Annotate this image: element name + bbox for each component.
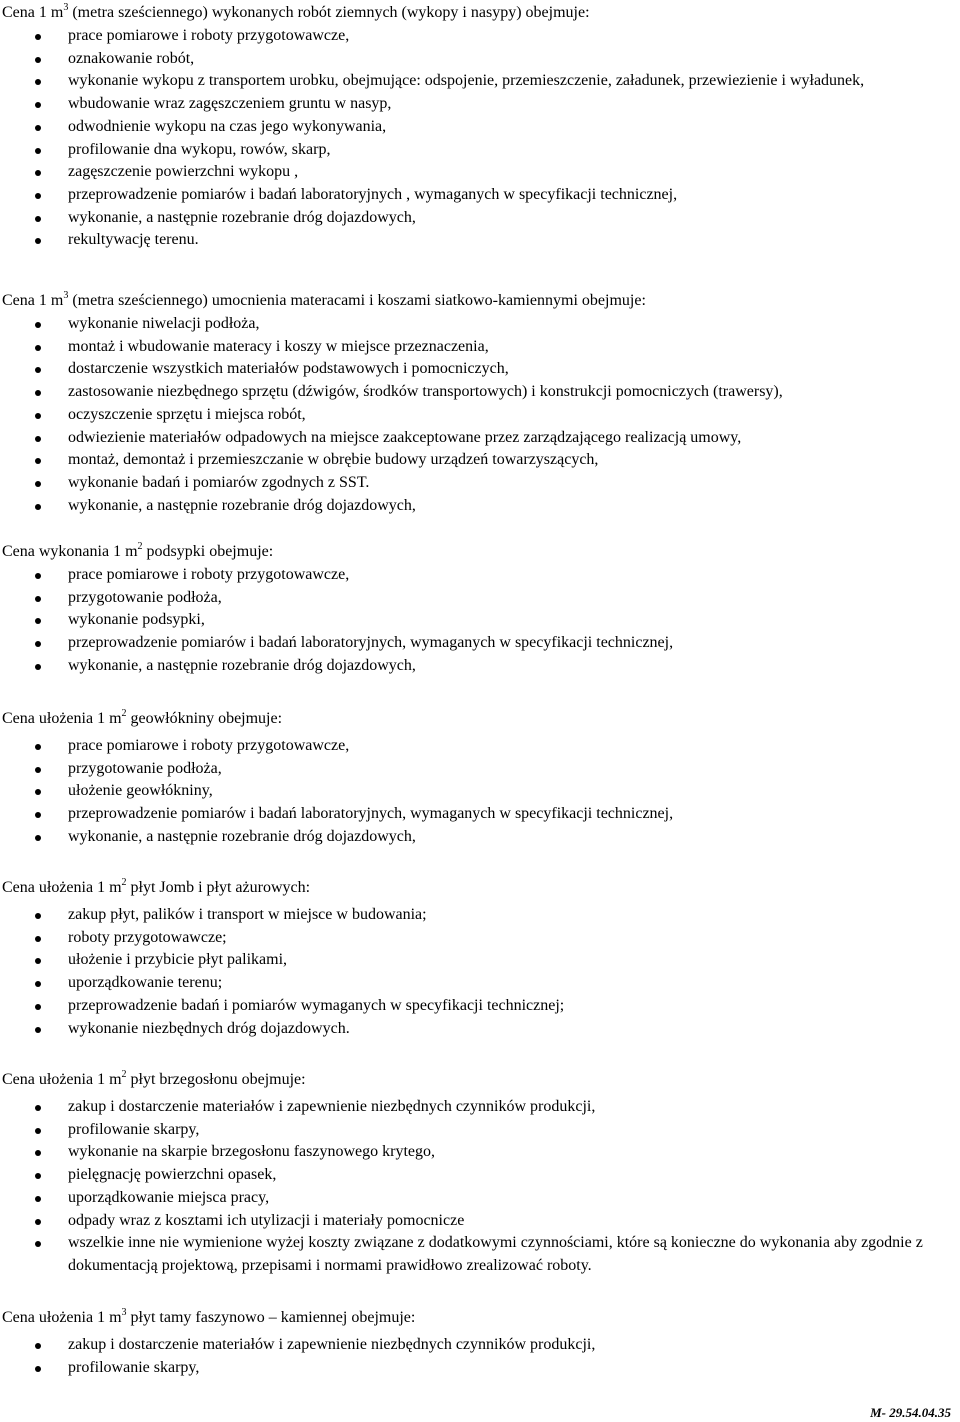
bullet-icon (35, 664, 41, 670)
bullet-icon (35, 34, 41, 40)
page-code: M- 29.54.04.35 (870, 1405, 951, 1420)
section-heading: Cena ułożenia 1 $m^2$ płyt brzegosłonu obejmuje: (2, 1069, 306, 1088)
bullet-icon (35, 390, 41, 396)
bullet-icon (35, 744, 41, 750)
section-heading: Cena wykonania 1 $m^2$ podsypki obejmuje: (2, 541, 274, 560)
list-item: rekultywację terenu. (0, 229, 940, 252)
list-item: prace pomiarowe i roboty przygotowawcze, (0, 564, 940, 587)
list-item: wykonanie na skarpie brzegosłonu faszynowego krytego, (0, 1141, 940, 1164)
list-item: prace pomiarowe i roboty przygotowawcze, (0, 25, 940, 48)
list-item: ułożenie i przybicie płyt palikami, (0, 949, 940, 972)
section-bank-protection (0, 1068, 940, 1278)
section-heading: Cena ułożenia 1 $m^3$ płyt tamy faszynowo – kamiennej obejmuje: (2, 1307, 416, 1326)
list-item: odwodnienie wykopu na czas jego wykonywania, (0, 116, 940, 139)
bullet-icon (35, 812, 41, 818)
list-item: oznakowanie robót, (0, 48, 940, 71)
list-item: ułożenie geowłókniny, (0, 780, 940, 803)
bullet-list (0, 25, 940, 252)
bullet-list (0, 1096, 940, 1278)
bullet-icon (35, 345, 41, 351)
list-item: oczyszczenie sprzętu i miejsca robót, (0, 404, 940, 427)
list-item: wykonanie wykopu z transportem urobku, obejmujące: odspojenie, przemieszczenie, załadunek, przewiezienie i wyładunek, (0, 70, 940, 93)
bullet-icon (35, 913, 41, 919)
list-item: montaż, demontaż i przemieszczanie w obrębie budowy urządzeń towarzyszących, (0, 449, 940, 472)
list-item: przeprowadzenie pomiarów i badań laboratoryjnych , wymaganych w specyfikacji technicznej, (0, 184, 940, 207)
section-heading: Cena ułożenia 1 $m^2$ płyt Jomb i płyt ażurowych: (2, 877, 311, 896)
section-heading: Cena 1 $m^3$ (metra sześciennego) umocnienia materacami i koszami siatkowo-kamiennymi obejmuje: (2, 290, 646, 309)
bullet-icon (35, 481, 41, 487)
section-heading: Cena 1 $m^3$ (metra sześciennego) wykonanych robót ziemnych (wykopy i nasypy) obejmuje: (2, 2, 590, 21)
bullet-icon (35, 125, 41, 131)
bullet-icon (35, 835, 41, 841)
bullet-icon (35, 148, 41, 154)
list-item: zastosowanie niezbędnego sprzętu (dźwigów, środków transportowych) i konstrukcji pomocniczych (trawersy), (0, 381, 940, 404)
bullet-icon (35, 1196, 41, 1202)
bullet-icon (35, 413, 41, 419)
bullet-icon (35, 767, 41, 773)
list-item: przeprowadzenie badań i pomiarów wymaganych w specyfikacji technicznej; (0, 995, 940, 1018)
bullet-icon (35, 436, 41, 442)
bullet-icon (35, 367, 41, 373)
bullet-list (0, 564, 940, 678)
section-heading: Cena ułożenia 1 $m^2$ geowłókniny obejmuje: (2, 708, 283, 727)
list-item: profilowanie dna wykopu, rowów, skarp, (0, 139, 940, 162)
bullet-icon (35, 1241, 41, 1247)
list-item: wykonanie, a następnie rozebranie dróg dojazdowych, (0, 207, 940, 230)
bullet-list (0, 313, 940, 517)
bullet-icon (35, 641, 41, 647)
list-item: przeprowadzenie pomiarów i badań laboratoryjnych, wymaganych w specyfikacji technicznej, (0, 632, 940, 655)
bullet-icon (35, 102, 41, 108)
section-earthworks (0, 1, 940, 252)
list-item: wykonanie, a następnie rozebranie dróg dojazdowych, (0, 826, 940, 849)
bullet-list (0, 735, 940, 849)
list-item: wykonanie, a następnie rozebranie dróg dojazdowych, (0, 655, 940, 678)
list-item: profilowanie skarpy, (0, 1357, 940, 1380)
list-item: prace pomiarowe i roboty przygotowawcze, (0, 735, 940, 758)
bullet-icon (35, 193, 41, 199)
bullet-icon (35, 789, 41, 795)
list-item: uporządkowanie miejsca pracy, (0, 1187, 940, 1210)
bullet-icon (35, 573, 41, 579)
bullet-icon (35, 79, 41, 85)
list-item: wykonanie niezbędnych dróg dojazdowych. (0, 1018, 940, 1041)
list-item: uporządkowanie terenu; (0, 972, 940, 995)
list-item: wszelkie inne nie wymienione wyżej koszty związane z dodatkowymi czynnościami, które są konieczne do wykonania aby zgodnie z dokumentacją projektową, przepisami i normami prawidłowo zrealizować roboty. (0, 1232, 940, 1277)
section-fascine-dam (0, 1306, 940, 1379)
list-item: profilowanie skarpy, (0, 1119, 940, 1142)
list-item: zakup i dostarczenie materiałów i zapewnienie niezbędnych czynników produkcji, (0, 1334, 940, 1357)
section-jomb-plates (0, 876, 940, 1040)
list-item: zakup i dostarczenie materiałów i zapewnienie niezbędnych czynników produkcji, (0, 1096, 940, 1119)
list-item: montaż i wbudowanie materacy i koszy w miejsce przeznaczenia, (0, 336, 940, 359)
bullet-icon (35, 322, 41, 328)
bullet-icon (35, 596, 41, 602)
bullet-icon (35, 958, 41, 964)
bullet-icon (35, 1343, 41, 1349)
bullet-icon (35, 504, 41, 510)
list-item: przygotowanie podłoża, (0, 587, 940, 610)
list-item: zagęszczenie powierzchni wykopu , (0, 161, 940, 184)
list-item: roboty przygotowawcze; (0, 927, 940, 950)
section-geotextile (0, 707, 940, 849)
bullet-icon (35, 1366, 41, 1372)
bullet-icon (35, 1004, 41, 1010)
bullet-list (0, 904, 940, 1040)
bullet-icon (35, 170, 41, 176)
bullet-icon (35, 1027, 41, 1033)
bullet-icon (35, 1173, 41, 1179)
list-item: zakup płyt, palików i transport w miejsce w budowania; (0, 904, 940, 927)
bullet-icon (35, 1150, 41, 1156)
bullet-icon (35, 981, 41, 987)
bullet-icon (35, 57, 41, 63)
list-item: wykonanie, a następnie rozebranie dróg dojazdowych, (0, 495, 940, 518)
list-item: wbudowanie wraz zagęszczeniem gruntu w nasyp, (0, 93, 940, 116)
list-item: odpady wraz z kosztami ich utylizacji i materiały pomocnicze (0, 1210, 940, 1233)
list-item: odwiezienie materiałów odpadowych na miejsce zaakceptowane przez zarządzającego realizacją umowy, (0, 427, 940, 450)
bullet-list (0, 1334, 940, 1379)
bullet-icon (35, 936, 41, 942)
list-item: pielęgnację powierzchni opasek, (0, 1164, 940, 1187)
list-item: dostarczenie wszystkich materiałów podstawowych i pomocniczych, (0, 358, 940, 381)
section-gabions (0, 289, 940, 517)
bullet-icon (35, 1219, 41, 1225)
bullet-icon (35, 618, 41, 624)
bullet-icon (35, 458, 41, 464)
bullet-icon (35, 238, 41, 244)
list-item: wykonanie badań i pomiarów zgodnych z SST. (0, 472, 940, 495)
list-item: wykonanie podsypki, (0, 609, 940, 632)
section-bedding (0, 540, 940, 678)
list-item: przygotowanie podłoża, (0, 758, 940, 781)
bullet-icon (35, 1105, 41, 1111)
bullet-icon (35, 216, 41, 222)
list-item: wykonanie niwelacji podłoża, (0, 313, 940, 336)
bullet-icon (35, 1128, 41, 1134)
list-item: przeprowadzenie pomiarów i badań laboratoryjnych, wymaganych w specyfikacji technicznej, (0, 803, 940, 826)
